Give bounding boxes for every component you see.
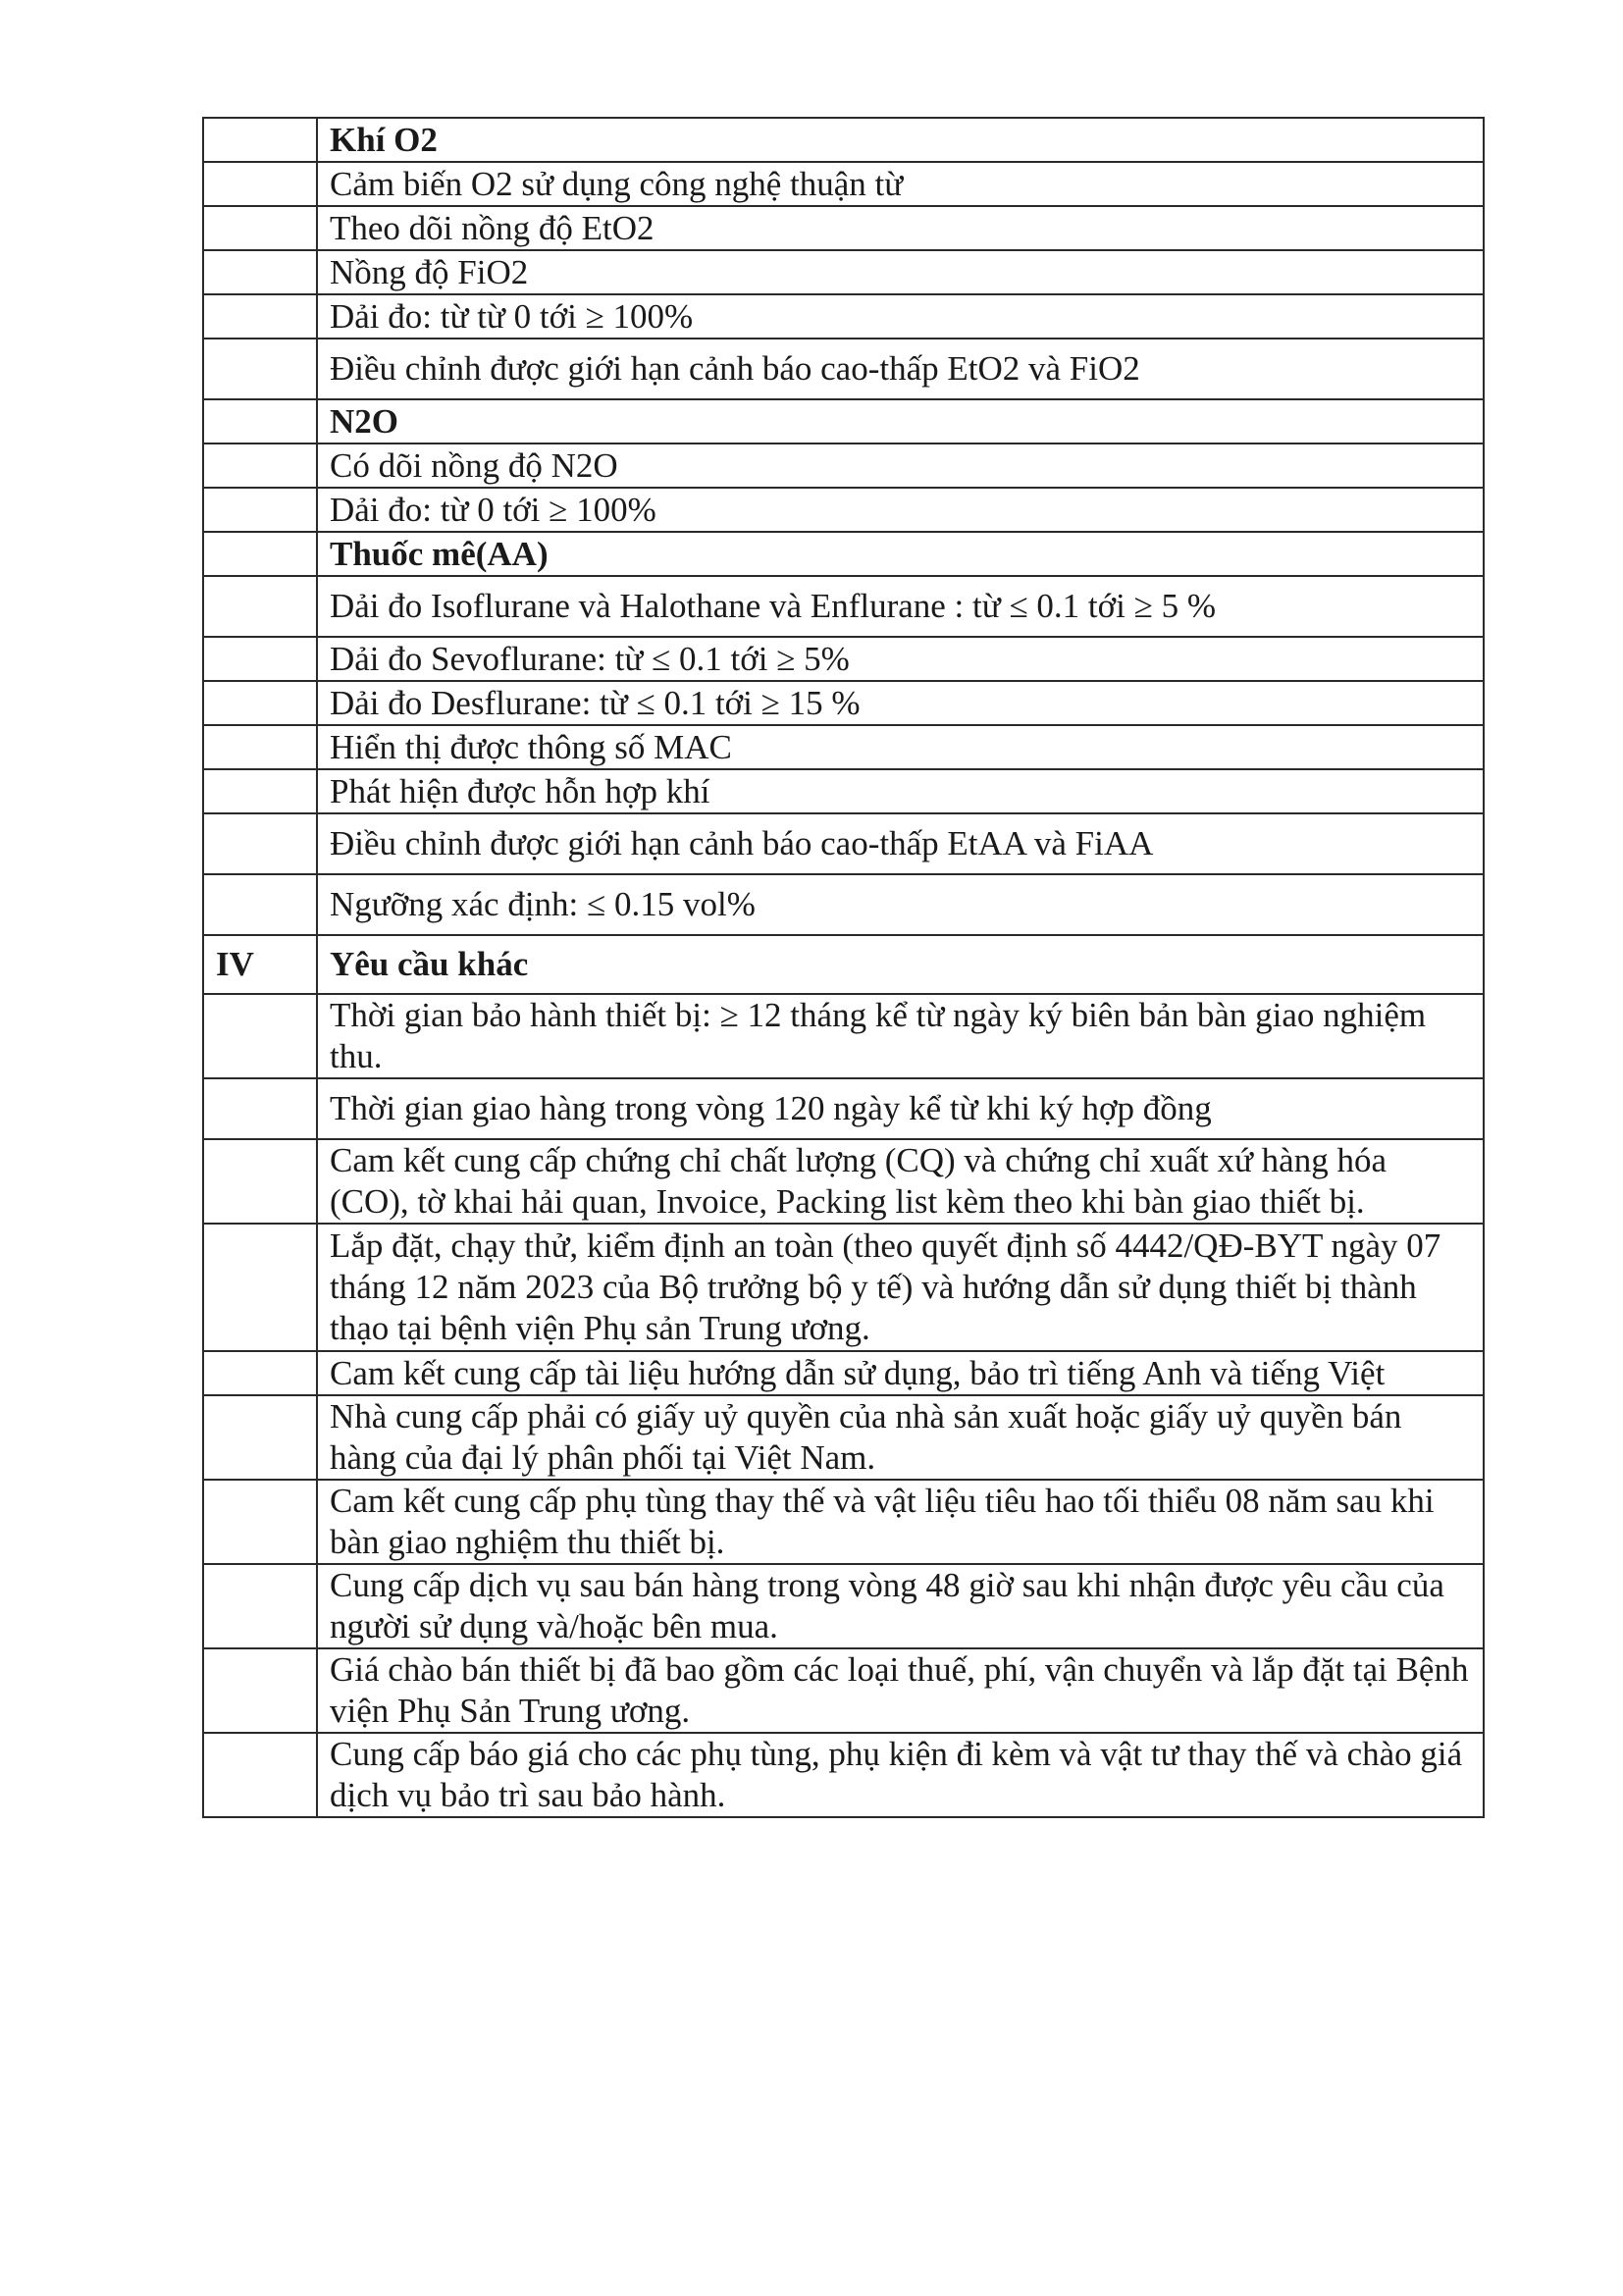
table-row	[203, 637, 1484, 681]
requirement-cell: Theo dõi nồng độ EtO2	[317, 206, 1484, 250]
section-heading-cell: Khí O2	[317, 118, 1484, 162]
requirement-cell: Dải đo Isoflurane và Halothane và Enflurane : từ ≤ 0.1 tới ≥ 5 %	[317, 576, 1484, 637]
table-row	[203, 725, 1484, 769]
table-row	[203, 994, 1484, 1078]
row-number-cell	[203, 1078, 317, 1139]
row-number-cell	[203, 1564, 317, 1648]
row-number-cell	[203, 994, 317, 1078]
row-number-cell	[203, 250, 317, 294]
row-number-cell	[203, 576, 317, 637]
requirement-cell: Dải đo: từ từ 0 tới ≥ 100%	[317, 294, 1484, 339]
requirement-cell: Cung cấp dịch vụ sau bán hàng trong vòng 48 giờ sau khi nhận được yêu cầu của người sử dụng và/hoặc bên mua.	[317, 1564, 1484, 1648]
table-row	[203, 1480, 1484, 1564]
table-row	[203, 339, 1484, 399]
row-number-cell	[203, 1395, 317, 1480]
row-number-cell	[203, 1139, 317, 1224]
section-heading-cell: N2O	[317, 399, 1484, 444]
specification-table-body	[203, 118, 1484, 1817]
table-row	[203, 444, 1484, 488]
table-row	[203, 576, 1484, 637]
requirement-cell: Thời gian giao hàng trong vòng 120 ngày kể từ khi ký hợp đồng	[317, 1078, 1484, 1139]
row-number-cell	[203, 294, 317, 339]
table-row	[203, 1351, 1484, 1395]
requirement-cell: Cam kết cung cấp phụ tùng thay thế và vật liệu tiêu hao tối thiểu 08 năm sau khi bàn giao nghiệm thu thiết bị.	[317, 1480, 1484, 1564]
requirement-cell: Dải đo Sevoflurane: từ ≤ 0.1 tới ≥ 5%	[317, 637, 1484, 681]
requirement-cell: Hiển thị được thông số MAC	[317, 725, 1484, 769]
table-row	[203, 681, 1484, 725]
requirement-cell: Cam kết cung cấp chứng chỉ chất lượng (CQ) và chứng chỉ xuất xứ hàng hóa (CO), tờ khai hải quan, Invoice, Packing list kèm theo khi bàn giao thiết bị.	[317, 1139, 1484, 1224]
table-row	[203, 1224, 1484, 1351]
row-number-cell	[203, 339, 317, 399]
row-number-cell	[203, 444, 317, 488]
requirement-cell: Ngưỡng xác định: ≤ 0.15 vol%	[317, 874, 1484, 935]
row-number-cell	[203, 681, 317, 725]
row-number-cell	[203, 1480, 317, 1564]
requirement-cell: Dải đo Desflurane: từ ≤ 0.1 tới ≥ 15 %	[317, 681, 1484, 725]
requirement-cell: Lắp đặt, chạy thử, kiểm định an toàn (theo quyết định số 4442/QĐ-BYT ngày 07 tháng 12 năm 2023 của Bộ trưởng bộ y tế) và hướng dẫn sử dụng thiết bị thành thạo tại bệnh viện Phụ sản Trung ương.	[317, 1224, 1484, 1351]
row-number-cell	[203, 162, 317, 206]
requirement-cell: Cảm biến O2 sử dụng công nghệ thuận từ	[317, 162, 1484, 206]
row-number-cell	[203, 1733, 317, 1817]
row-number-cell: IV	[203, 935, 317, 994]
row-number-cell	[203, 118, 317, 162]
requirement-cell: Điều chỉnh được giới hạn cảnh báo cao-thấp EtAA và FiAA	[317, 813, 1484, 874]
table-row	[203, 399, 1484, 444]
table-row	[203, 1648, 1484, 1733]
row-number-cell	[203, 1351, 317, 1395]
row-number-cell	[203, 813, 317, 874]
table-row	[203, 532, 1484, 576]
table-row	[203, 935, 1484, 994]
table-row	[203, 118, 1484, 162]
table-row	[203, 294, 1484, 339]
row-number-cell	[203, 769, 317, 813]
row-number-cell	[203, 488, 317, 532]
row-number-cell	[203, 399, 317, 444]
row-number-cell	[203, 725, 317, 769]
table-row	[203, 1078, 1484, 1139]
section-heading-cell: Thuốc mê(AA)	[317, 532, 1484, 576]
table-row	[203, 162, 1484, 206]
table-row	[203, 250, 1484, 294]
requirement-cell: Nhà cung cấp phải có giấy uỷ quyền của nhà sản xuất hoặc giấy uỷ quyền bán hàng của đại lý phân phối tại Việt Nam.	[317, 1395, 1484, 1480]
table-row	[203, 1564, 1484, 1648]
specification-table	[202, 117, 1485, 1818]
requirement-cell: Giá chào bán thiết bị đã bao gồm các loại thuế, phí, vận chuyển và lắp đặt tại Bệnh viện Phụ Sản Trung ương.	[317, 1648, 1484, 1733]
table-row	[203, 1395, 1484, 1480]
row-number-cell	[203, 874, 317, 935]
row-number-cell	[203, 637, 317, 681]
requirement-cell: Cung cấp báo giá cho các phụ tùng, phụ kiện đi kèm và vật tư thay thế và chào giá dịch vụ bảo trì sau bảo hành.	[317, 1733, 1484, 1817]
table-row	[203, 488, 1484, 532]
requirement-cell: Nồng độ FiO2	[317, 250, 1484, 294]
table-row	[203, 1733, 1484, 1817]
section-heading-cell: Yêu cầu khác	[317, 935, 1484, 994]
requirement-cell: Điều chỉnh được giới hạn cảnh báo cao-thấp EtO2 và FiO2	[317, 339, 1484, 399]
row-number-cell	[203, 206, 317, 250]
table-row	[203, 769, 1484, 813]
requirement-cell: Phát hiện được hỗn hợp khí	[317, 769, 1484, 813]
table-row	[203, 813, 1484, 874]
requirement-cell: Có dõi nồng độ N2O	[317, 444, 1484, 488]
table-row	[203, 874, 1484, 935]
requirement-cell: Dải đo: từ 0 tới ≥ 100%	[317, 488, 1484, 532]
table-row	[203, 206, 1484, 250]
requirement-cell: Thời gian bảo hành thiết bị: ≥ 12 tháng kể từ ngày ký biên bản bàn giao nghiệm thu.	[317, 994, 1484, 1078]
row-number-cell	[203, 1224, 317, 1351]
row-number-cell	[203, 1648, 317, 1733]
row-number-cell	[203, 532, 317, 576]
table-row	[203, 1139, 1484, 1224]
requirement-cell: Cam kết cung cấp tài liệu hướng dẫn sử dụng, bảo trì tiếng Anh và tiếng Việt	[317, 1351, 1484, 1395]
